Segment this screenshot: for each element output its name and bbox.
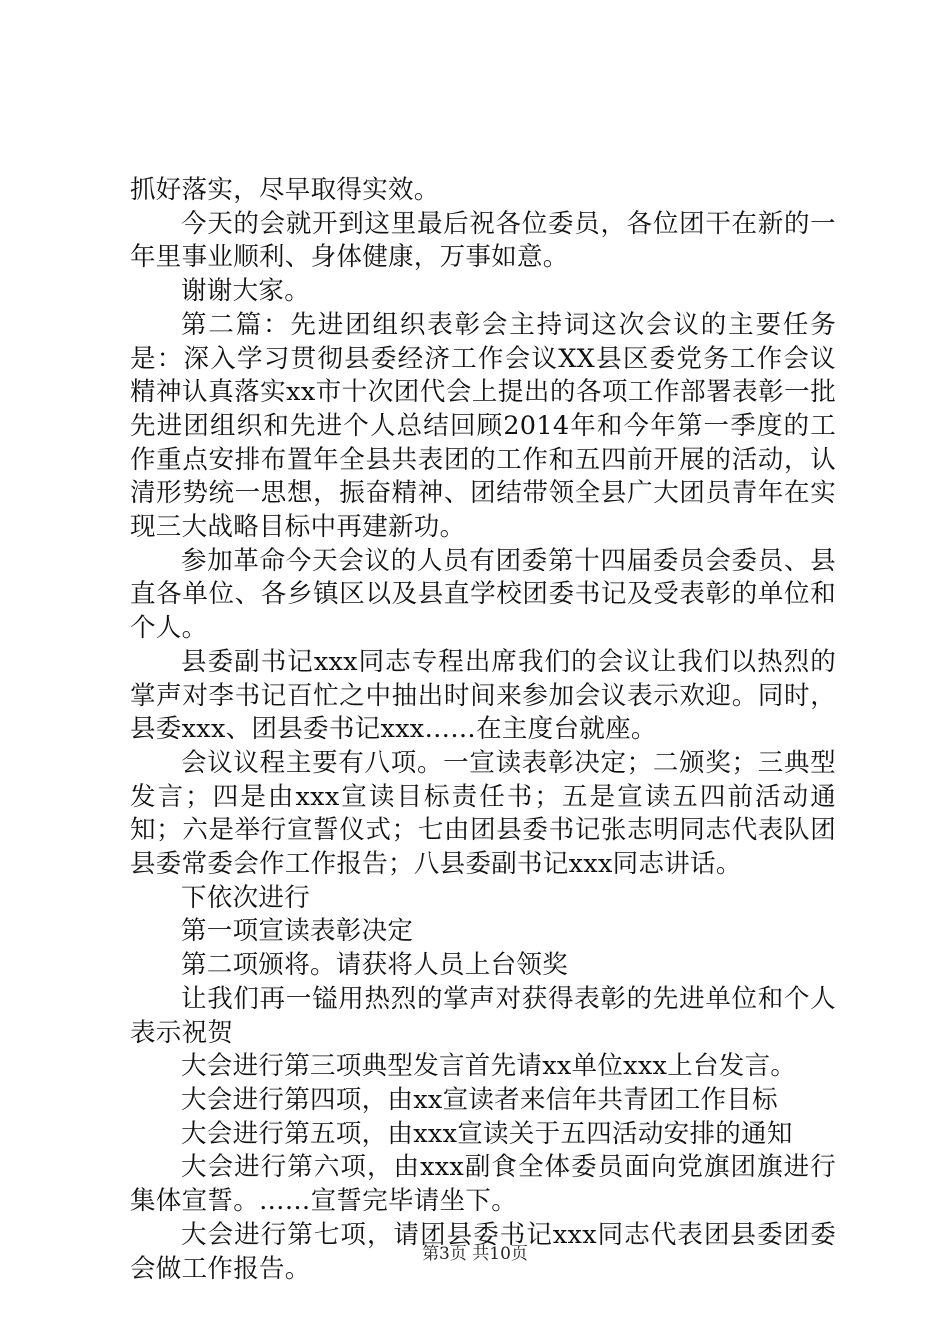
page-footer: [0, 1243, 950, 1265]
paragraph: 让我们再一镒用热烈的掌声对获得表彰的先进单位和个人表示祝贺: [130, 983, 836, 1048]
paragraph: 第二项颁将。请获将人员上台领奖: [181, 950, 569, 981]
paragraph: 今天的会就开到这里最后祝各位委员，各位团干在新的一年里事业顺利、身体健康，万事如意。: [130, 208, 836, 273]
paragraph: 下依次进行: [181, 882, 311, 913]
paragraph: 抓好落实，尽早取得实效。: [130, 175, 440, 205]
page-number-label: 第3页 共10页: [422, 1244, 528, 1264]
paragraph: 县委副书记xxx同志专程出席我们的会议让我们以热烈的掌声对李书记百忙之中抽出时间来参加会议表示欢迎。同时，县委xxx、团县委书记xxx……在主度台就座。: [130, 646, 836, 745]
paragraph: 会议议程主要有八项。一宣读表彰决定；二颁奖；三典型发言；四是由xxx宣读目标责任书；五是宣读五四前活动通知；六是举行宣誓仪式；七由团县委书记张志明同志代表队团县委常委会作工作报告；八县委副书记xxx同志讲话。: [130, 747, 836, 880]
paragraph: 大会进行第五项，由xxx宣读关于五四活动安排的通知: [181, 1118, 793, 1149]
paragraph: 大会进行第七项，请团县委书记xxx同志代表团县委团委会做工作报告。: [130, 1219, 836, 1284]
paragraph: 大会进行第四项，由xx宣读者来信年共青团工作目标: [181, 1084, 778, 1115]
paragraph: 大会进行第六项，由xxx副食全体委员面向党旗团旗进行集体宣誓。……宣誓完毕请坐下。: [130, 1152, 836, 1217]
paragraph: 参加革命今天会议的人员有团委第十四届委员会委员、县直各单位、各乡镇区以及县直学校团委书记及受表彰的单位和个人。: [130, 545, 836, 644]
document-body: [130, 174, 836, 1286]
paragraph: 大会进行第三项典型发言首先请xx单位xxx上台发言。: [181, 1051, 797, 1082]
paragraph: 第一项宣读表彰决定: [181, 916, 414, 947]
paragraph: 第二篇：先进团组织表彰会主持词这次会议的主要任务是：深入学习贯彻县委经济工作会议XX县区委党务工作会议精神认真落实xx市十次团代会上提出的各项工作部署表彰一批先进团组织和先进个人总结回顾2014年和今年第一季度的工作重点安排布置年全县共表团的工作和五四前开展的活动，认清形势统一思想，振奋精神、团结带领全县广大团员青年在实现三大战略目标中再建新功。: [130, 309, 836, 543]
paragraph: 谢谢大家。: [181, 276, 311, 307]
